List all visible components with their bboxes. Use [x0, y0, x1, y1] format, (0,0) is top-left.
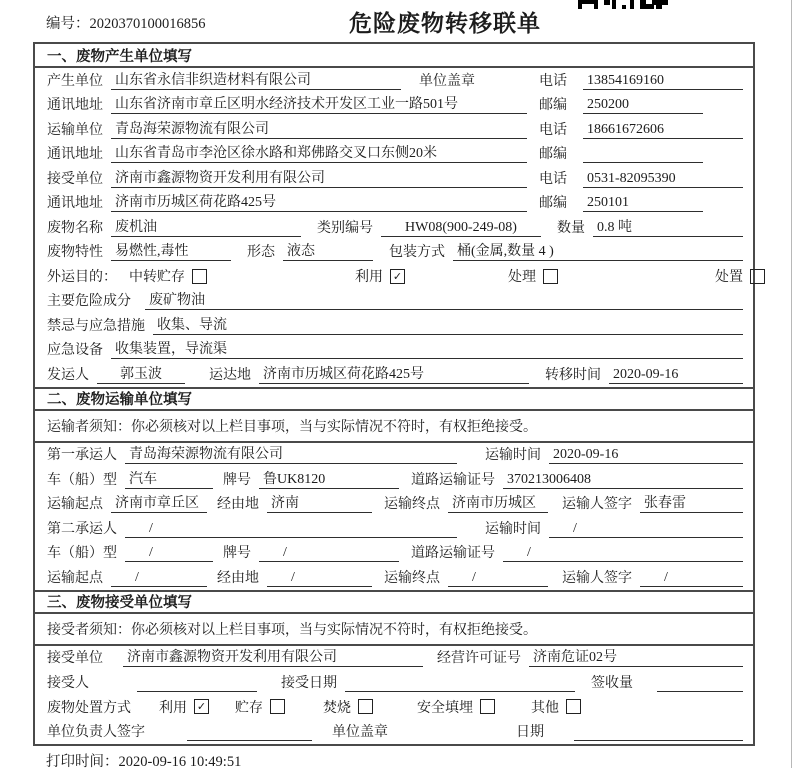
- phone-value: 0531-82095390: [583, 171, 743, 188]
- time2-value: /: [549, 521, 743, 538]
- checkbox-checked: ✓: [390, 269, 405, 284]
- row-receive-unit: [35, 166, 753, 191]
- print-time-value: 2020-09-16 10:49:51: [118, 754, 242, 770]
- row-head-signature: [35, 719, 753, 744]
- receive-unit-value: 济南市鑫源物资开发利用有限公司: [123, 646, 423, 667]
- disposal-option-landfill: [417, 697, 495, 717]
- row-vehicle2: [35, 541, 753, 566]
- zip-label: 邮编: [539, 98, 567, 113]
- head-sign-value: [187, 740, 312, 741]
- address-label: 通讯地址: [47, 98, 103, 113]
- row-disposal-method: [35, 695, 753, 720]
- packaging-label: 包装方式: [389, 245, 445, 260]
- row-shipper: [35, 362, 753, 387]
- zip-value: 250200: [583, 97, 703, 114]
- plate1-value: 鲁UK8120: [259, 468, 399, 489]
- option-label: 安全填埋: [417, 700, 473, 716]
- checkbox: [270, 699, 285, 714]
- row-waste-character: [35, 240, 753, 265]
- transfer-time-value: 2020-09-16: [609, 367, 743, 384]
- time2-label: 运输时间: [485, 521, 541, 537]
- row-first-carrier: [35, 443, 753, 468]
- character-label: 废物特性: [47, 245, 103, 260]
- vehicle1-value: 汽车: [125, 468, 213, 489]
- disposal-option-utilize: [159, 697, 209, 717]
- category-label: 类别编号: [317, 220, 373, 236]
- transport-unit-label: 运输单位: [47, 122, 103, 138]
- doc-number-label: 编号：: [46, 16, 90, 32]
- phone-value: 13854169160: [583, 73, 743, 90]
- purpose-label: 外运目的：: [47, 270, 117, 286]
- row-transfer-purpose: [35, 264, 753, 289]
- destination-value: 济南市历城区荷花路425号: [259, 363, 529, 384]
- time1-value: 2020-09-16: [549, 447, 743, 464]
- checkbox: [480, 699, 495, 714]
- via1-label: 经由地: [217, 497, 259, 512]
- produce-unit-value: 山东省永信非织造材料有限公司: [111, 69, 401, 90]
- origin2-label: 运输起点: [47, 570, 103, 586]
- option-label: 利用: [159, 700, 187, 716]
- address-label: 通讯地址: [47, 196, 103, 211]
- receive-unit-label: 接受单位: [47, 651, 103, 666]
- quantity-value: 0.8 吨: [593, 216, 743, 237]
- receive-date-label: 接受日期: [281, 675, 337, 691]
- qr-code-fragment: [578, 0, 668, 9]
- doc-number-value: 2020370100016856: [89, 16, 206, 32]
- row-produce-unit: [35, 68, 753, 93]
- option-label: 中转贮存: [129, 270, 185, 286]
- section2-header: 二、废物运输单位填写: [35, 387, 753, 411]
- purpose-option-treat: [508, 266, 558, 286]
- window-edge-line: [791, 0, 792, 768]
- row-emergency-measures: [35, 313, 753, 338]
- address-value: 济南市历城区荷花路425号: [111, 191, 527, 212]
- sign-quantity-label: 签收量: [591, 675, 633, 691]
- origin2-value: /: [111, 570, 207, 587]
- packaging-value: 桶(金属,数量 4 ): [453, 240, 743, 261]
- end1-value: 济南市历城区: [448, 492, 548, 513]
- zip-label: 邮编: [539, 147, 567, 162]
- phone-value: 18661672606: [583, 122, 743, 139]
- address-label: 通讯地址: [47, 147, 103, 162]
- option-label: 处理: [508, 270, 536, 286]
- purpose-option-dispose: [715, 266, 765, 286]
- plate1-label: 牌号: [223, 472, 251, 488]
- zip-value: 250101: [583, 195, 703, 212]
- section3-header: 三、废物接受单位填写: [35, 590, 753, 614]
- license-no-label: 经营许可证号: [437, 651, 521, 666]
- date-label: 日期: [516, 724, 544, 740]
- license-no-value: 济南危证02号: [529, 646, 743, 667]
- address-value: 山东省青岛市李沧区徐水路和郑佛路交叉口东侧20米: [111, 142, 527, 163]
- unit-stamp-label: 单位盖章: [332, 724, 388, 740]
- row-waste-name: [35, 215, 753, 240]
- row-emergency-equipment: [35, 338, 753, 363]
- sign2-label: 运输人签字: [562, 570, 632, 586]
- plate2-value: /: [259, 545, 399, 562]
- vehicle1-label: 车（船）型: [47, 472, 117, 488]
- option-label: 处置: [715, 270, 743, 286]
- zip-label: 邮编: [539, 196, 567, 211]
- waste-name-label: 废物名称: [47, 220, 103, 236]
- form-value: 液态: [283, 240, 373, 261]
- carrier1-label: 第一承运人: [47, 448, 117, 463]
- carrier2-value: /: [125, 521, 457, 538]
- row-receiver: [35, 670, 753, 695]
- plate2-label: 牌号: [223, 546, 251, 561]
- taboo-value: 收集、导流: [153, 314, 743, 335]
- option-label: 贮存: [235, 700, 263, 716]
- transport-unit-value: 青岛海荣源物流有限公司: [111, 118, 527, 139]
- zip-value: [583, 162, 703, 163]
- sign-quantity-value: [657, 691, 743, 692]
- disposal-label: 废物处置方式: [47, 700, 131, 716]
- license2-label: 道路运输证号: [411, 546, 495, 561]
- checkbox: [750, 269, 765, 284]
- phone-label: 电话: [539, 122, 567, 138]
- print-time-label: 打印时间：: [46, 754, 119, 770]
- receive-unit-label: 接受单位: [47, 171, 103, 187]
- row-produce-address: [35, 93, 753, 118]
- disposal-option-incinerate: [323, 697, 373, 717]
- destination-label: 运达地: [209, 367, 251, 383]
- option-label: 利用: [355, 270, 383, 286]
- origin1-value: 济南市章丘区: [111, 492, 207, 513]
- sign2-value: /: [640, 570, 743, 587]
- receiver-notice: 接受者须知：你必须核对以上栏目事项，当与实际情况不符时，有权拒绝接受。: [35, 614, 753, 646]
- option-label: 其他: [531, 700, 559, 716]
- time1-label: 运输时间: [485, 448, 541, 463]
- checkbox: [543, 269, 558, 284]
- via1-value: 济南: [267, 492, 372, 513]
- category-value: HW08(900-249-08): [381, 220, 541, 237]
- purpose-option-utilize: [355, 266, 405, 286]
- end1-label: 运输终点: [384, 497, 440, 512]
- equipment-value: 收集装置，导流渠: [111, 338, 743, 359]
- transfer-time-label: 转移时间: [545, 367, 601, 383]
- row-transport-address: [35, 142, 753, 167]
- row-hazard-component: [35, 289, 753, 314]
- quantity-label: 数量: [557, 220, 585, 236]
- page-title: 危险废物转移联单: [349, 11, 541, 36]
- carrier2-label: 第二承运人: [47, 521, 117, 537]
- purpose-option-storage: [129, 266, 207, 286]
- date-value: [574, 740, 743, 741]
- row-vehicle1: [35, 467, 753, 492]
- license1-label: 道路运输证号: [411, 472, 495, 488]
- receiver-label: 接受人: [47, 675, 89, 691]
- character-value: 易燃性,毒性: [111, 240, 231, 261]
- row-route2: [35, 565, 753, 590]
- section1-header: 一、废物产生单位填写: [35, 44, 753, 68]
- shipper-value: 郭玉波: [97, 363, 185, 384]
- sign1-label: 运输人签字: [562, 497, 632, 512]
- row-second-carrier: [35, 516, 753, 541]
- license2-value: /: [503, 545, 743, 562]
- row-receive-address: [35, 191, 753, 216]
- row-transport-unit: [35, 117, 753, 142]
- hazard-label: 主要危险成分: [47, 294, 131, 309]
- phone-label: 电话: [539, 73, 567, 89]
- row-receive-unit-s3: [35, 646, 753, 671]
- receive-date-value: [345, 691, 575, 692]
- end2-value: /: [448, 570, 548, 587]
- checkbox-checked: ✓: [194, 699, 209, 714]
- vehicle2-label: 车（船）型: [47, 546, 117, 561]
- shipper-label: 发运人: [47, 367, 89, 383]
- vehicle2-value: /: [125, 545, 213, 562]
- via2-value: /: [267, 570, 372, 587]
- checkbox: [192, 269, 207, 284]
- via2-label: 经由地: [217, 570, 259, 586]
- hazard-value: 废矿物油: [145, 289, 743, 310]
- origin1-label: 运输起点: [47, 497, 103, 512]
- receiver-value: [137, 691, 257, 692]
- produce-unit-label: 产生单位: [47, 73, 103, 89]
- manifest-form: [33, 42, 755, 746]
- row-route1: [35, 492, 753, 517]
- waste-name-value: 废机油: [111, 216, 301, 237]
- option-label: 焚烧: [323, 700, 351, 716]
- phone-label: 电话: [539, 171, 567, 187]
- disposal-option-other: [531, 697, 581, 717]
- transporter-notice: 运输者须知：你必须核对以上栏目事项，当与实际情况不符时，有权拒绝接受。: [35, 411, 753, 443]
- unit-stamp-label: 单位盖章: [419, 73, 475, 89]
- license1-value: 370213006408: [503, 472, 743, 489]
- end2-label: 运输终点: [384, 570, 440, 586]
- equipment-label: 应急设备: [47, 343, 103, 358]
- checkbox: [358, 699, 373, 714]
- head-sign-label: 单位负责人签字: [47, 724, 145, 740]
- sign1-value: 张春雷: [640, 492, 743, 513]
- carrier1-value: 青岛海荣源物流有限公司: [125, 443, 457, 464]
- disposal-option-store: [235, 697, 285, 717]
- address-value: 山东省济南市章丘区明水经济技术开发区工业一路501号: [111, 93, 527, 114]
- form-label: 形态: [247, 245, 275, 260]
- checkbox: [566, 699, 581, 714]
- taboo-label: 禁忌与应急措施: [47, 318, 145, 334]
- receive-unit-value: 济南市鑫源物资开发利用有限公司: [111, 167, 527, 188]
